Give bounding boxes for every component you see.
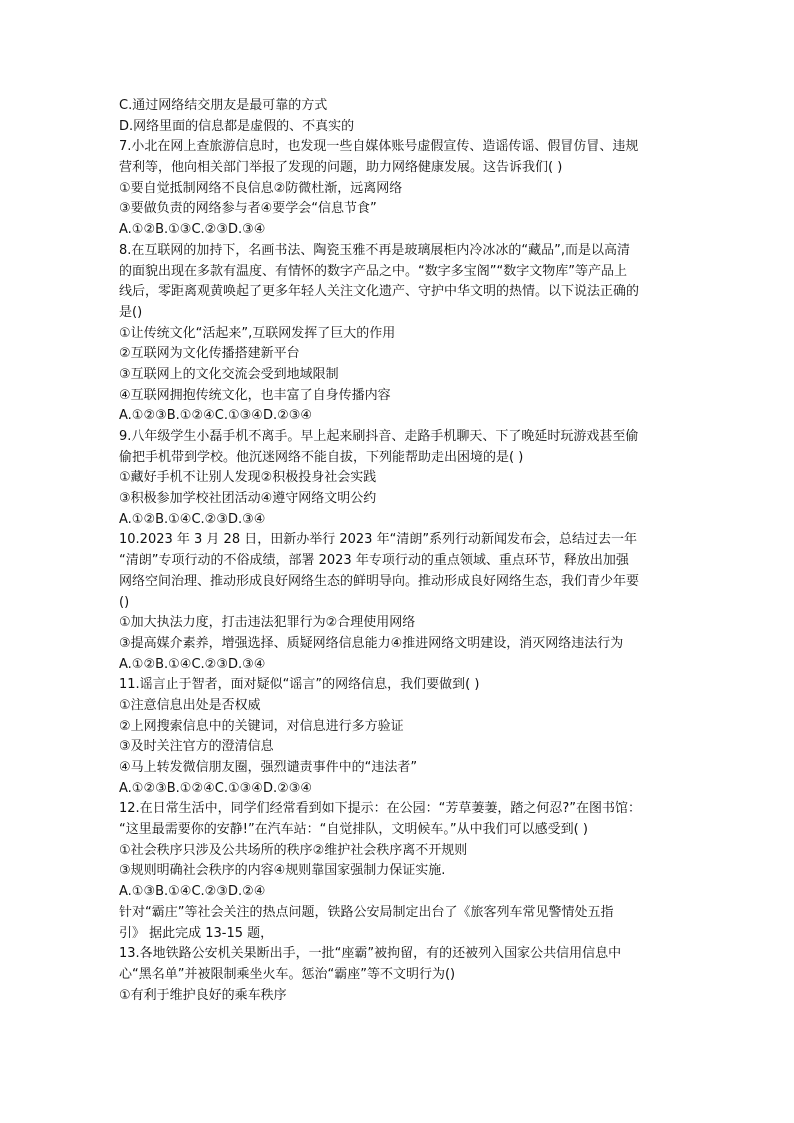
question-8-item: ③互联网上的文化交流会受到地域限制 (119, 366, 339, 382)
question-13-stem: 13.各地铁路公安机关果断出手，一批“座霸”被拘留，有的还被列入国家公共信用信息中 (119, 946, 622, 962)
question-12-options: A.①③B.①④C.②③D.②④ (119, 884, 266, 900)
question-12-stem: 12.在日常生活中，同学们经常看到如下提示：在公园：“芳草萋萋，踏之何忍?”在图书馆： (119, 801, 642, 817)
question-10-stem-cont: () (119, 594, 130, 610)
question-7-item: ①要自觉抵制网络不良信息②防微杜渐，远离网络 (119, 180, 403, 196)
question-8-item: ①让传统文化“活起来”,互联网发挥了巨大的作用 (119, 325, 396, 341)
question-9-stem: 9.八年级学生小磊手机不离手。早上起来刷抖音、走路手机聊天、下了晚延时玩游戏甚至偷 (119, 429, 639, 444)
question-10-item: ③提高媒介素养，增强选择、质疑网络信息能力④推进网络文明建设，消灭网络违法行为 (119, 635, 624, 651)
document-page (119, 96, 679, 1006)
material-intro: 针对“霸庄”等社会关注的热点问题，铁路公安局制定出台了《旅客列车常见警情处五指 (119, 904, 614, 920)
question-9-item: ③积极参加学校社团活动④遵守网络文明公约 (119, 491, 377, 507)
material-intro-cont: 引》 据此完成 13-15 题， (119, 925, 274, 941)
question-12-item: ③规则明确社会秩序的内容④规则靠国家强制力保证实施. (119, 863, 446, 879)
question-12-stem-cont: “这里最需要你的安静!”在汽车站：“自觉排队，文明候车。”从中我们可以感受到( ) (119, 822, 588, 838)
question-9-item: ①藏好手机不让别人发现②积极投身社会实践 (119, 470, 377, 486)
question-10-stem: 10.2023 年 3 月 28 日，田新办举行 2023 年“清朗”系列行动新闻发布会，总结过去一年 (119, 532, 638, 548)
question-7-stem-cont: 营利等，他向相关部门举报了发现的问题，助力网络健康发展。这告诉我们( ) (119, 160, 563, 176)
question-8-item: ②互联网为文化传播搭建新平台 (119, 346, 300, 362)
question-10-item: ①加大执法力度，打击违法犯罪行为②合理使用网络 (119, 615, 416, 631)
question-10-stem-cont: 网络空间治理、推动形成良好网络生态的鲜明导向。推动形成良好网络生态，我们青少年要 (119, 573, 640, 589)
question-9-stem-cont: 偷把手机带到学校。他沉迷网络不能自拔，下列能帮助走出困境的是( ) (119, 449, 524, 465)
question-10-stem-cont: “清朗”专项行动的不俗成绩，部署 2023 年专项行动的重点领域、重点环节，释放出加强 (119, 553, 629, 569)
question-8-stem-cont: 是() (119, 304, 143, 320)
question-11-item: ④马上转发微信朋友圈，强烈谴责事件中的“违法者” (119, 760, 418, 775)
question-9-options: A.①②B.①④C.②③D.③④ (119, 511, 266, 527)
question-11-item: ③及时关注官方的澄清信息 (119, 739, 274, 755)
question-8-stem: 8.在互联网的加持下，名画书法、陶瓷玉雅不再是玻璃展柜内冷冰冰的“藏品”,而是以高清 (119, 242, 631, 258)
question-8-item: ④互联网拥抱传统文化，也丰富了自身传播内容 (119, 387, 391, 403)
option-d: D.网络里面的信息都是虚假的、不真实的 (119, 118, 355, 134)
question-10-options: A.①②B.①④C.②③D.③④ (119, 656, 266, 672)
question-7-stem: 7.小北在网上查旅游信息时，也发现一些自媒体账号虚假宣传、造谣传谣、假冒仿冒、违规 (119, 139, 639, 155)
question-8-stem-cont: 线后，零距离观黄唤起了更多年轻人关注文化遗产、守护中华文明的热情。以下说法正确的 (119, 284, 640, 300)
question-11-stem: 11.谣言止于智者，面对疑似“谣言”的网络信息，我们要做到( ) (119, 677, 480, 693)
question-8-stem-cont: 的面貌出现在多款有温度、有情怀的数字产品之中。“数字多宝阁”“数字文物库”等产品上 (119, 263, 627, 279)
question-11-options: A.①②③B.①②④C.①③④D.②③④ (119, 780, 313, 796)
question-11-item: ①注意信息出处是否权威 (119, 697, 261, 713)
question-8-options: A.①②③B.①②④C.①③④D.②③④ (119, 408, 313, 424)
question-11-item: ②上网搜索信息中的关键词，对信息进行多方验证 (119, 718, 404, 734)
option-c: C.通过网络结交朋友是最可靠的方式 (119, 98, 328, 113)
question-7-item: ③要做负责的网络参与者④要学会“信息节食” (119, 201, 377, 217)
question-12-item: ①社会秩序只涉及公共场所的秩序②维护社会秩序离不开规则 (119, 842, 468, 858)
question-13-stem-cont: 心“黑名单”并被限制乘坐火车。惩治“霸座”等不文明行为() (119, 966, 456, 982)
question-7-options: A.①②B.①③C.②③D.③④ (119, 222, 266, 238)
question-13-item: ①有利于维护良好的乘车秩序 (119, 987, 287, 1003)
